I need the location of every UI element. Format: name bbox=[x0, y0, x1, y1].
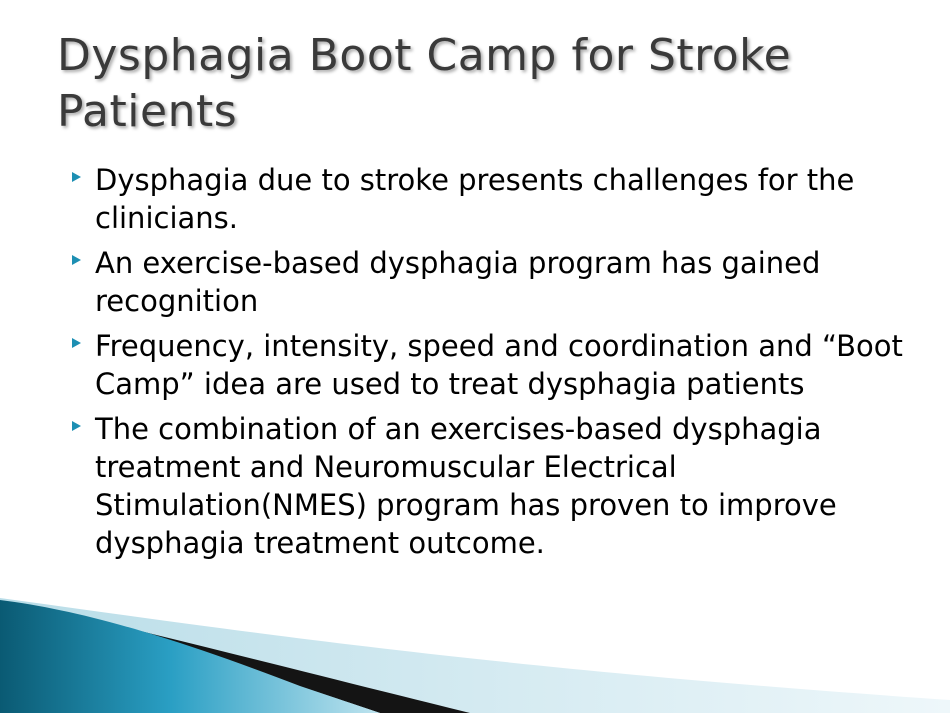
bullet-item bbox=[60, 161, 910, 237]
triangle-bullet-icon bbox=[72, 255, 81, 265]
bullet-item bbox=[60, 327, 910, 403]
bullet-text: Dysphagia due to stroke presents challenges for the clinicians. bbox=[95, 163, 855, 235]
bullet-item bbox=[60, 244, 910, 320]
slide-title: Dysphagia Boot Camp for Stroke Patients bbox=[57, 30, 792, 137]
bullet-list bbox=[60, 161, 910, 569]
bullet-text: Frequency, intensity, speed and coordination and “Boot Camp” idea are used to treat dysphagia patients bbox=[95, 329, 903, 401]
bullet-text: An exercise-based dysphagia program has gained recognition bbox=[95, 246, 821, 318]
triangle-bullet-icon bbox=[72, 421, 81, 431]
triangle-bullet-icon bbox=[72, 338, 81, 348]
decorative-wave-graphic bbox=[0, 590, 950, 713]
bullet-item bbox=[60, 410, 910, 562]
bullet-text: The combination of an exercises-based dysphagia treatment and Neuromuscular Electrical Stimulation(NMES) program has proven to improve dysphagia treatment outcome. bbox=[95, 412, 837, 560]
triangle-bullet-icon bbox=[72, 172, 81, 182]
